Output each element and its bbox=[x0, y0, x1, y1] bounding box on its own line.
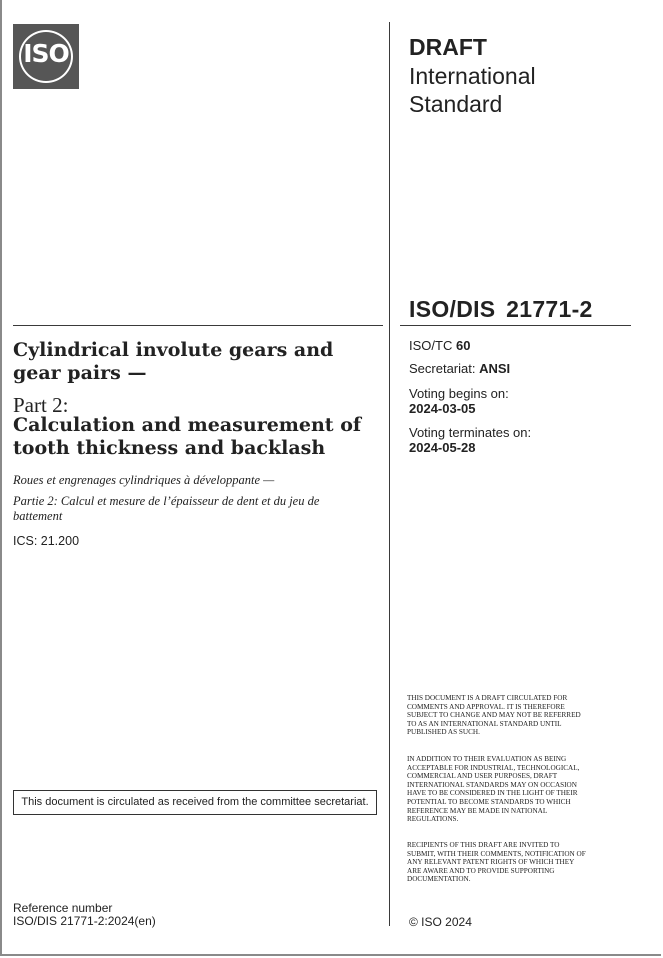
committee-label: ISO/TC bbox=[409, 338, 453, 353]
voting-terminates-date: 2024-05-28 bbox=[409, 440, 476, 455]
disclaimer-paragraph: RECIPIENTS OF THIS DRAFT ARE INVITED TO SUBMIT, WITH THEIR COMMENTS, NOTIFICATION OF ANY RELEVANT PATENT RIGHTS OF WHICH THEY ARE AWARE AND TO PROVIDE SUPPORTING DOCUMENTATION. bbox=[407, 841, 586, 884]
doc-type-line1: International bbox=[409, 62, 536, 89]
title-part: Part 2: bbox=[13, 393, 69, 417]
ics-code: ICS: 21.200 bbox=[13, 534, 80, 548]
committee-value: 60 bbox=[455, 338, 471, 353]
circulation-notice: This document is circulated as received from the committee secretariat. bbox=[13, 790, 377, 815]
standard-number: ISO/DIS 21771-2 bbox=[409, 296, 593, 322]
voting-begins bbox=[409, 386, 509, 416]
voting-terminates bbox=[409, 425, 531, 455]
draft-label: DRAFT bbox=[409, 34, 487, 60]
logo-text: ISO bbox=[23, 39, 69, 68]
reference-number: ISO/DIS 21771-2:2024(en) bbox=[13, 914, 156, 928]
title-sub: Calculation and measurement of tooth thickness and backlash bbox=[13, 414, 362, 459]
horizontal-divider-right bbox=[400, 325, 631, 326]
secretariat bbox=[409, 361, 510, 376]
voting-begins-date: 2024-03-05 bbox=[409, 401, 476, 416]
document-status bbox=[409, 33, 536, 119]
iso-logo bbox=[13, 24, 79, 89]
disclaimer-paragraph: IN ADDITION TO THEIR EVALUATION AS BEING ACCEPTABLE FOR INDUSTRIAL, TECHNOLOGICAL, COMMERCIAL AND USER PURPOSES, DRAFT INTERNATIONAL STANDARDS MAY ON OCCASION HAVE TO BE CONSIDERED IN THE LIGHT OF THEIR POTENTIAL TO BECOME STANDARDS TO WHICH REFERENCE MAY BE MADE IN NATIONAL REGULATIONS. bbox=[407, 755, 580, 824]
title-main: Cylindrical involute gears and gear pairs — bbox=[13, 339, 334, 384]
french-title-part: Partie 2: Calcul et mesure de l’épaisseur de dent et du jeu de battement bbox=[13, 494, 320, 523]
disclaimer-paragraph: THIS DOCUMENT IS A DRAFT CIRCULATED FOR COMMENTS AND APPROVAL. IT IS THEREFORE SUBJECT TO CHANGE AND MAY NOT BE REFERRED TO AS AN INTERNATIONAL STANDARD UNTIL PUBLISHED AS SUCH. bbox=[407, 694, 581, 737]
french-title-main: Roues et engrenages cylindriques à développante — bbox=[13, 473, 275, 487]
reference-label: Reference number bbox=[13, 901, 113, 915]
voting-terminates-label: Voting terminates on: bbox=[409, 425, 532, 440]
copyright: © ISO 2024 bbox=[409, 915, 472, 929]
doc-type-line2: Standard bbox=[409, 91, 503, 117]
voting-begins-label: Voting begins on: bbox=[409, 386, 509, 401]
committee bbox=[409, 338, 470, 353]
secretariat-value: ANSI bbox=[479, 361, 511, 376]
horizontal-divider-left bbox=[13, 325, 383, 326]
vertical-divider bbox=[389, 22, 390, 926]
secretariat-label: Secretariat: bbox=[409, 361, 476, 376]
